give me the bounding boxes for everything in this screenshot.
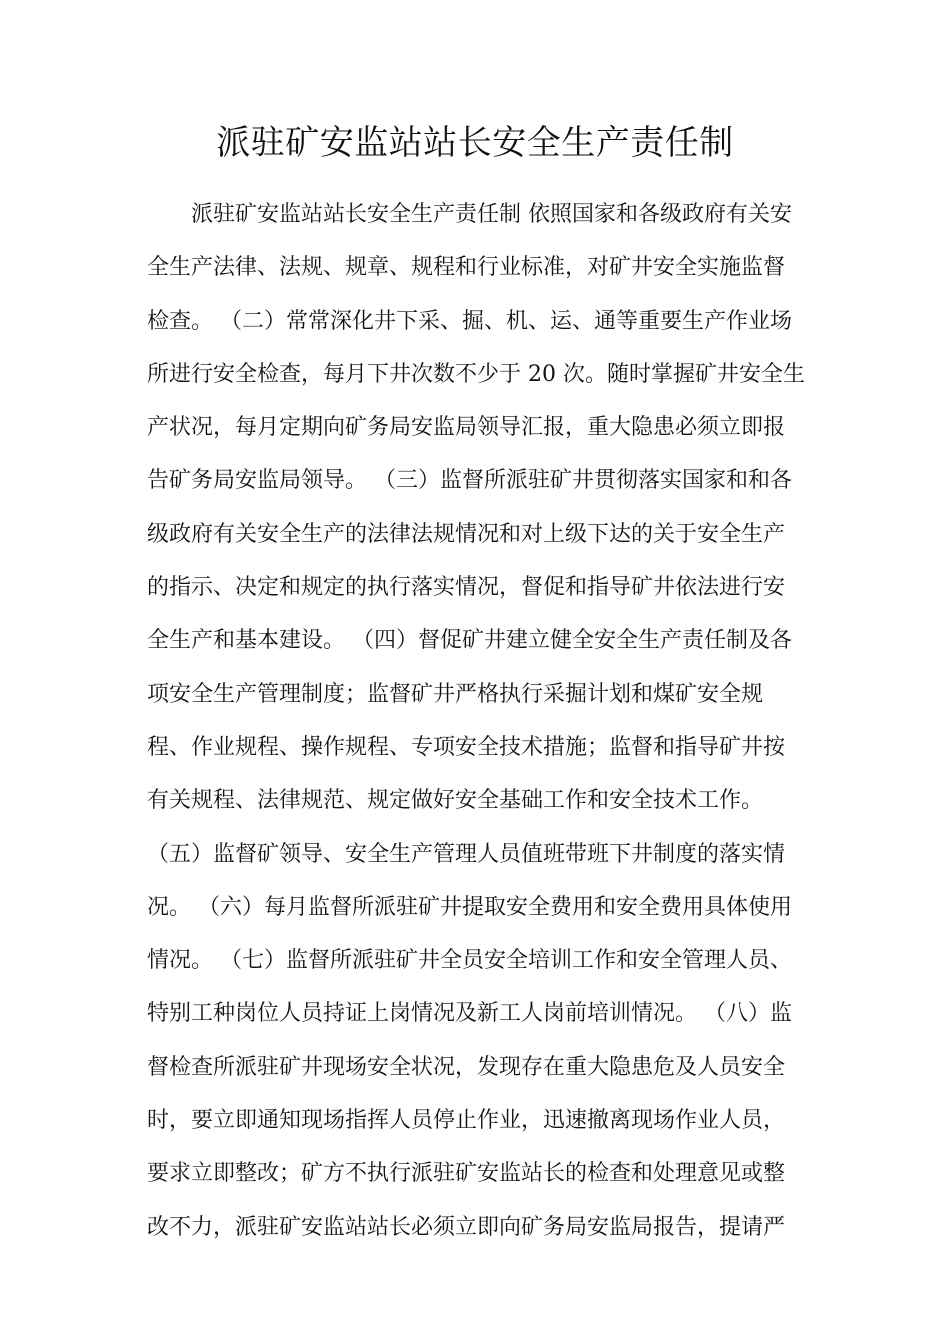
body-line: 特别工种岗位人员持证上岗情况及新工人岗前培训情况。 （八）监: [147, 1001, 792, 1027]
body-line: 改不力，派驻矿安监站站长必须立即向矿务局安监局报告，提请严: [147, 1214, 786, 1240]
body-line: 告矿务局安监局领导。 （三）监督所派驻矿井贯彻落实国家和和各: [147, 468, 792, 494]
body-line: 派驻矿安监站站长安全生产责任制 依照国家和各级政府有关安: [191, 202, 792, 227]
body-line: 情况。 （七）监督所派驻矿井全员安全培训工作和安全管理人员、: [147, 948, 792, 974]
document-title: 派驻矿安监站站长安全生产责任制: [216, 123, 734, 163]
body-line: 有关规程、法律规范、规定做好安全基础工作和安全技术工作。: [147, 788, 764, 814]
body-line: （五）监督矿领导、安全生产管理人员值班带班下井制度的落实情: [147, 841, 786, 867]
body-line: 督检查所派驻矿井现场安全状况，发现存在重大隐患危及人员安全: [147, 1054, 786, 1080]
body-line: 项安全生产管理制度；监督矿井严格执行采掘计划和煤矿安全规: [147, 681, 764, 707]
body-line: 所进行安全检查，每月下井次数不少于 20 次。随时掌握矿井安全生: [147, 361, 805, 387]
body-line: 要求立即整改；矿方不执行派驻矿安监站长的检查和处理意见或整: [147, 1161, 786, 1187]
body-line: 全生产法律、法规、规章、规程和行业标准，对矿井安全实施监督: [147, 255, 786, 281]
body-line: 检查。 （二）常常深化井下采、掘、机、运、通等重要生产作业场: [147, 308, 792, 334]
document-body: [147, 188, 807, 1254]
body-line: 级政府有关安全生产的法律法规情况和对上级下达的关于安全生产: [147, 521, 786, 547]
body-line: 程、作业规程、操作规程、专项安全技术措施；监督和指导矿井按: [147, 734, 786, 760]
body-line: 的指示、决定和规定的执行落实情况，督促和指导矿井依法进行安: [147, 575, 786, 601]
body-line: 全生产和基本建设。 （四）督促矿井建立健全安全生产责任制及各: [147, 628, 792, 654]
body-line: 时，要立即通知现场指挥人员停止作业，迅速撤离现场作业人员，: [147, 1108, 786, 1134]
body-line: 产状况，每月定期向矿务局安监局领导汇报，重大隐患必须立即报: [147, 415, 786, 441]
body-line: 况。 （六）每月监督所派驻矿井提取安全费用和安全费用具体使用: [147, 894, 792, 920]
